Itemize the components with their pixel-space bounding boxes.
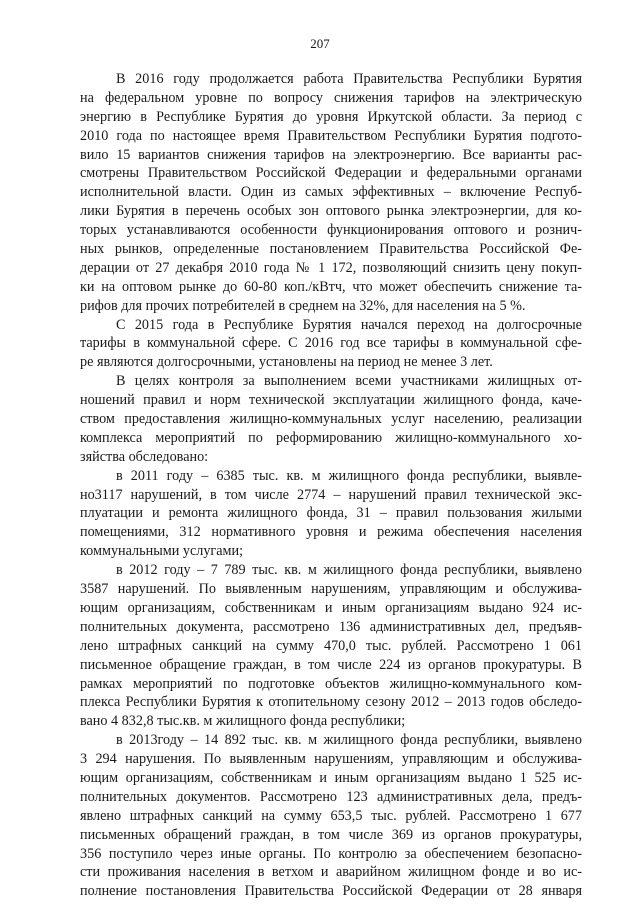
text-line: С 2015 года в Республике Бурятия начался переход на долгосрочные: [116, 316, 582, 333]
text-line: ных рынков, определенные постановлением Правительства Российской Фе-: [80, 241, 582, 258]
text-line: зяйства обследовано:: [80, 448, 209, 465]
text-line: рамках мероприятий по подготовке объектов жилищно-коммунального ком-: [80, 675, 582, 692]
text-line: 3587 нарушений. По выявленным нарушениям, управляющим и обслужива-: [80, 581, 582, 598]
text-line: ющим организациям, собственникам и иным организациям выдано 924 ис-: [80, 599, 582, 616]
text-line: в 2012 году – 7 789 тыс. кв. м жилищного фонда республики, выявлено: [116, 562, 582, 579]
text-line: В целях контроля за выполнением всеми участниками жилищных от-: [116, 373, 582, 390]
text-line: ющим организациям, собственникам и иным организациям выдано 1 525 ис-: [80, 769, 582, 786]
text-line: лики Бурятия в перечень особых зон оптового рынка электроэнергии, для ко-: [80, 203, 582, 220]
text-line: ре являются долгосрочными, установлены на период не менее 3 лет.: [80, 354, 493, 371]
text-line: письменных обращений граждан, в том числе 369 из органов прокуратуры,: [80, 826, 582, 843]
text-line: явлено штрафных санкций на сумму 653,5 тыс. рублей. Рассмотрено 1 677: [80, 807, 582, 824]
text-line: коммунальными услугами;: [80, 543, 244, 560]
text-line: вано 4 832,8 тыс.кв. м жилищного фонда республики;: [80, 713, 406, 730]
text-line: полнительных документа, рассмотрено 136 административных дел, предъяв-: [80, 618, 582, 635]
text-line: лено штрафных санкций на сумму 470,0 тыс. рублей. Рассмотрено 1 061: [80, 637, 582, 654]
text-line: ношений правил и норм технической эксплуатации жилищного фонда, каче-: [80, 392, 582, 409]
text-line: в 2013году – 14 892 тыс. кв. м жилищного фонда республики, выявлено: [116, 732, 582, 749]
text-line: 3 294 нарушения. По выявленным нарушениям, управляющим и обслужива-: [80, 751, 582, 768]
text-line: письменное обращение граждан, в том числе 224 из органов прокуратуры. В: [80, 656, 582, 673]
text-line: вило 15 вариантов снижения тарифов на электроэнергию. Все варианты рас-: [80, 146, 582, 163]
text-line: исполнительной власти. Один из самых эффективных – включение Респуб-: [80, 184, 582, 201]
text-line: 2010 года по настоящее время Правительством Республики Бурятия подгото-: [80, 127, 582, 144]
text-line: помещениями, 312 нормативного уровня и режима обеспечения населения: [80, 524, 582, 541]
text-line: на федеральном уровне по вопросу снижения тарифов на электрическую: [80, 89, 582, 106]
text-line: рифов для прочих потребителей в среднем на 32%, для населения на 5 %.: [80, 297, 526, 314]
text-line: полнительных документов. Рассмотрено 123 административных дела, предъ-: [80, 788, 582, 805]
text-line: плуатации и ремонта жилищного фонда, 31 – правил пользования жилыми: [80, 505, 582, 522]
text-line: плекса Республики Бурятия к отопительному сезону 2012 – 2013 годов обследо-: [80, 694, 582, 711]
text-line: энергию в Республике Бурятия до уровня Иркутской области. За период с: [80, 108, 582, 125]
text-line: в 2011 году – 6385 тыс. кв. м жилищного фонда республики, выявле-: [116, 467, 582, 484]
text-line: смотрены Правительством Российской Федерации и федеральными органами: [80, 165, 582, 182]
text-line: торых устанавливаются особенности функционирования оптового и рознич-: [80, 222, 582, 239]
text-line: ки на оптовом рынке до 60-80 коп./кВтч, что может обеспечить снижение та-: [80, 278, 582, 295]
body-text: [80, 70, 582, 901]
text-line: 356 поступило через иные органы. По контролю за обеспечением безопасно-: [80, 845, 582, 862]
text-line: тарифы в коммунальной сфере. С 2016 год все тарифы в коммунальной сфе-: [80, 335, 582, 352]
text-line: но3117 нарушений, в том числе 2774 – нарушений правил технической экс-: [80, 486, 582, 503]
text-line: В 2016 году продолжается работа Правительства Республики Бурятия: [116, 71, 582, 87]
text-line: дерации от 27 декабря 2010 года № 1 172, позволяющий снизить цену покуп-: [80, 259, 582, 276]
text-line: сти проживания населения в ветхом и аварийном жилищном фонде и во ис-: [80, 864, 582, 881]
text-line: полнение постановления Правительства Российской Федерации от 28 января: [80, 883, 582, 900]
text-line: ством предоставления жилищно-коммунальных услуг населению, реализации: [80, 411, 582, 428]
page-number: 207: [310, 36, 330, 51]
text-line: комплекса мероприятий по реформированию жилищно-коммунального хо-: [80, 429, 582, 446]
